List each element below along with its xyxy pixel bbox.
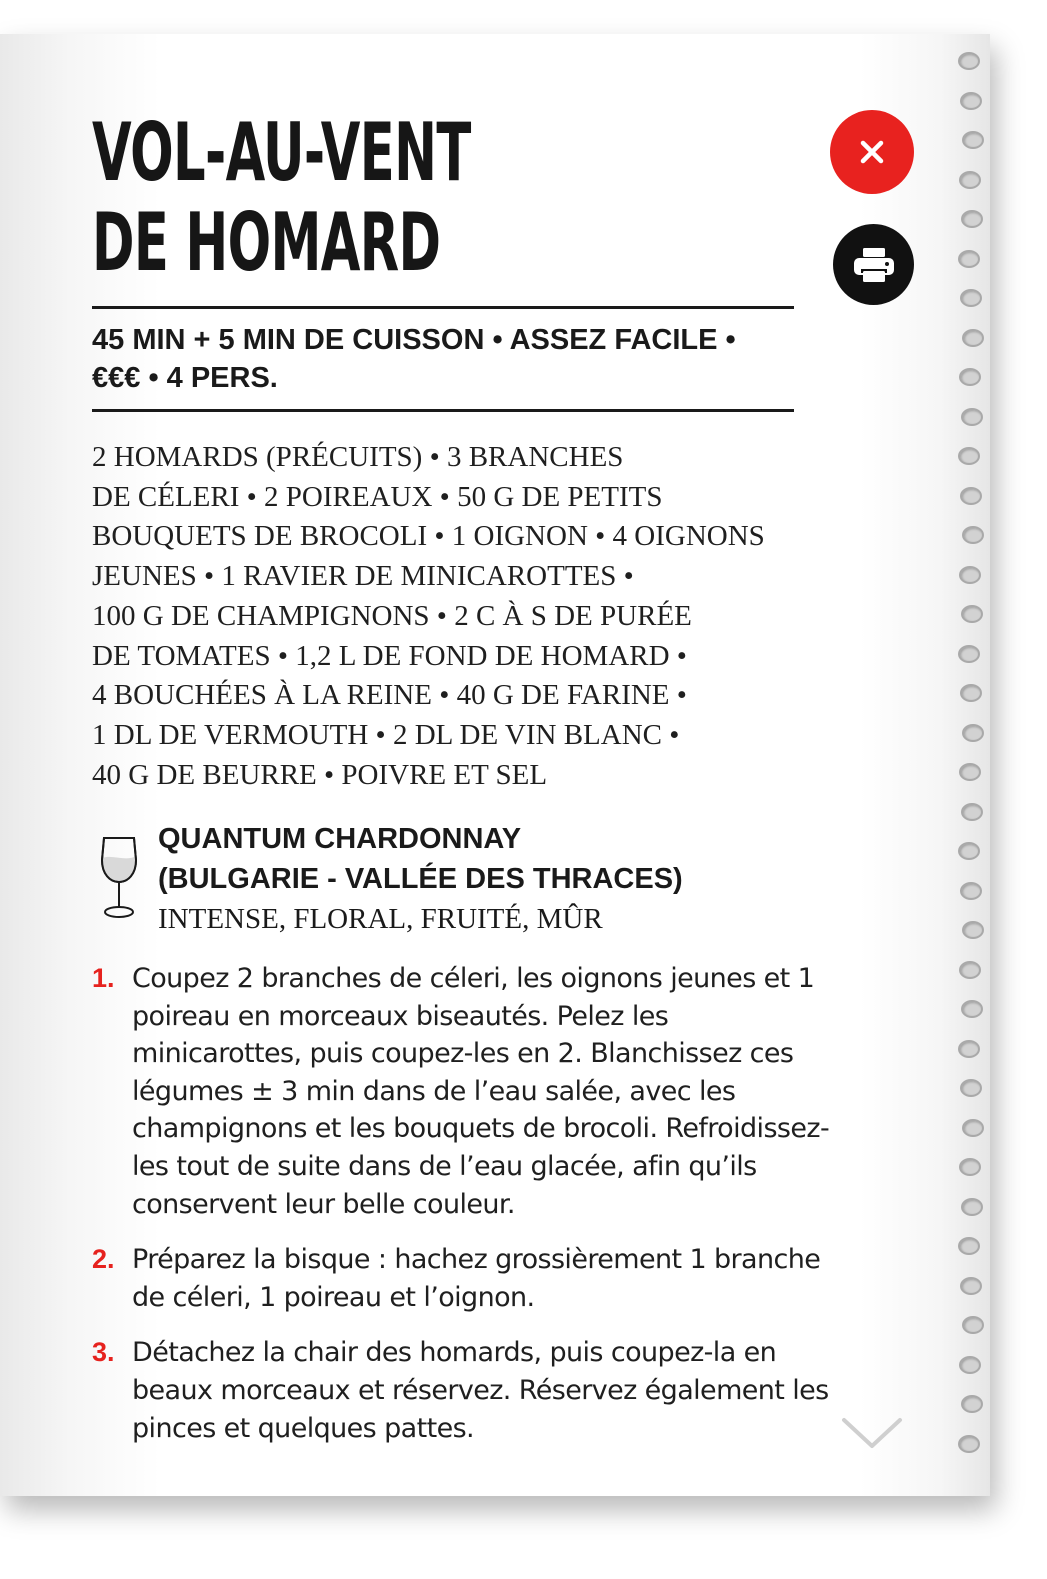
binding-hole (958, 842, 980, 860)
binding-hole (961, 408, 983, 426)
recipe-title-line-1: VOL-AU-VENT (92, 106, 471, 199)
divider-bottom (92, 409, 794, 412)
wine-glass-icon (98, 834, 140, 920)
recipe-title-line-2: DE HOMARD (92, 196, 441, 289)
ingredients-line: 2 HOMARDS (PRÉCUITS) • 3 BRANCHES (92, 441, 624, 473)
step-text: Coupez 2 branches de céleri, les oignons jeunes et 1 poireau en morceaux biseautés. Pelez les minicarottes, puis coupez-les en 2. Blanchissez ces légumes ± 3 min dans de l’eau salée, avec les champignons et les bouquets de brocoli. Refroidissez-les tout de suite dans de l’eau glacée, afin qu’ils conservent leur belle couleur. (132, 963, 830, 1220)
wine-pairing (158, 819, 858, 939)
ingredients-line: DE TOMATES • 1,2 L DE FOND DE HOMARD • (92, 639, 687, 672)
divider-top (92, 306, 794, 309)
binding-hole (962, 1316, 984, 1334)
binding-hole (962, 329, 984, 347)
binding-hole (959, 566, 981, 584)
ingredients-line: 1 DL DE VERMOUTH • 2 DL DE VIN BLANC • (92, 718, 680, 751)
step-number: 2. (92, 1244, 115, 1275)
step-item (92, 960, 832, 1223)
binding-hole (960, 1079, 982, 1097)
binding-hole (960, 92, 982, 110)
printer-icon (851, 245, 897, 285)
binding-hole (958, 250, 980, 268)
wine-notes: INTENSE, FLORAL, FRUITÉ, MÛR (158, 903, 603, 935)
print-button[interactable] (833, 224, 914, 305)
step-text: Préparez la bisque : hachez grossièrement 1 branche de céleri, 1 poireau et l’oignon. (132, 1244, 821, 1313)
ingredients-line: 40 G DE BEURRE • POIVRE ET SEL (92, 758, 548, 791)
chevron-down-icon (840, 1414, 904, 1454)
binding-hole (958, 1435, 980, 1453)
ingredients-list (92, 438, 832, 795)
binding-hole (959, 961, 981, 979)
binding-hole (958, 52, 980, 70)
binding-hole (961, 1198, 983, 1216)
ingredients-line: 100 G DE CHAMPIGNONS • 2 C À S DE PURÉE (92, 599, 692, 632)
step-item (92, 1241, 832, 1316)
binding-hole (958, 645, 980, 663)
binding-hole (960, 487, 982, 505)
binding-hole (959, 763, 981, 781)
binding-hole (961, 210, 983, 228)
binding-hole (960, 684, 982, 702)
binding-hole (959, 171, 981, 189)
ingredients-line: 4 BOUCHÉES À LA REINE • 40 G DE FARINE • (92, 679, 687, 712)
binding-hole (959, 368, 981, 386)
steps-list (92, 960, 832, 1465)
binding-hole (961, 605, 983, 623)
binding-hole (960, 289, 982, 307)
close-icon (857, 137, 887, 167)
ingredients-line: DE CÉLERI • 2 POIREAUX • 50 G DE PETITS (92, 480, 663, 513)
binding-hole (962, 724, 984, 742)
binding-hole (959, 1356, 981, 1374)
ingredients-line: BOUQUETS DE BROCOLI • 1 OIGNON • 4 OIGNONS (92, 520, 765, 553)
step-number: 3. (92, 1337, 115, 1368)
binding-hole (961, 1000, 983, 1018)
binding-hole (958, 1237, 980, 1255)
wine-origin: (BULGARIE - VALLÉE DES THRACES) (158, 863, 683, 895)
binding-hole (960, 1277, 982, 1295)
binding-hole (958, 447, 980, 465)
torn-paper-edge (948, 40, 998, 1490)
step-item (92, 1334, 832, 1447)
ingredients-line: JEUNES • 1 RAVIER DE MINICAROTTES • (92, 560, 634, 593)
binding-hole (960, 882, 982, 900)
binding-hole (962, 526, 984, 544)
binding-hole (959, 1158, 981, 1176)
binding-hole (958, 1040, 980, 1058)
recipe-meta-line-2: €€€ • 4 PERS. (92, 362, 278, 394)
recipe-meta-line-1: 45 MIN + 5 MIN DE CUISSON • ASSEZ FACILE • (92, 324, 736, 356)
scroll-down-button[interactable] (840, 1412, 904, 1456)
binding-hole (961, 1395, 983, 1413)
wine-name: QUANTUM CHARDONNAY (158, 823, 522, 855)
step-number: 1. (92, 963, 115, 993)
recipe-title (92, 108, 471, 288)
recipe-meta (92, 321, 812, 397)
close-button[interactable] (830, 110, 914, 194)
binding-hole (962, 1119, 984, 1137)
binding-hole (962, 131, 984, 149)
binding-hole (962, 921, 984, 939)
binding-hole (961, 803, 983, 821)
step-text: Détachez la chair des homards, puis coupez-la en beaux morceaux et réservez. Réservez également les pinces et quelques pattes. (132, 1337, 829, 1444)
